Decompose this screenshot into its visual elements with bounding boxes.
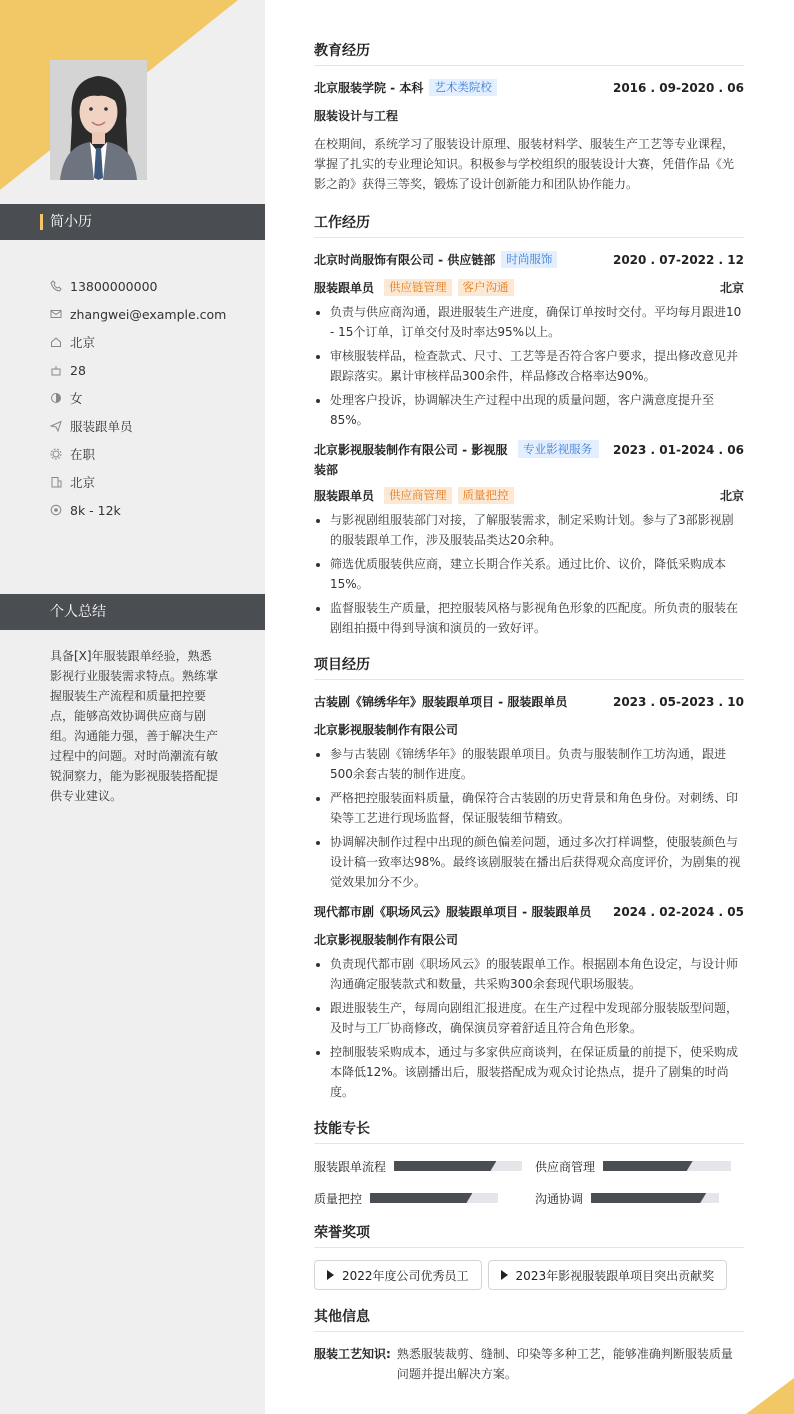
skill-name: 质量把控 <box>314 1191 363 1206</box>
awards-list <box>314 1260 744 1290</box>
project-1 <box>314 692 744 892</box>
status-value: 在职 <box>70 447 96 462</box>
avatar <box>50 60 147 180</box>
project-bullet: • 负责现代都市剧《职场风云》的服装跟单工作。根据剧本角色设定，与设计师沟通确定服装款式和数量，共采购300余套现代职场服装。 <box>330 954 744 994</box>
skills-heading: 技能专长 <box>314 1118 744 1144</box>
contact-gender <box>50 384 260 412</box>
job-date: 2023 . 01-2024 . 06 <box>612 443 744 457</box>
skill-bar-fill <box>370 1193 472 1203</box>
job-header <box>314 440 744 480</box>
job-header <box>314 250 744 270</box>
mail-icon <box>50 308 62 320</box>
job-date: 2020 . 07-2022 . 12 <box>612 253 744 267</box>
skill-bar <box>370 1193 498 1203</box>
education-heading: 教育经历 <box>314 40 744 66</box>
position-value: 服装跟单员 <box>70 419 133 434</box>
email-value: zhangwei@example.com <box>70 306 227 322</box>
job-city: 北京 <box>719 489 744 503</box>
company-name: 北京时尚服饰有限公司 - 供应链部 <box>314 253 496 267</box>
other-value: 熟悉服装裁剪、缝制、印染等多种工艺，能够准确判断服装质量问题并提出解决方案。 <box>396 1347 733 1381</box>
job-bullet: • 监督服装生产质量，把控服装风格与影视角色形象的匹配度。所负责的服装在剧组拍摄中得到导演和演员的一致好评。 <box>330 598 744 638</box>
project-2 <box>314 902 744 1102</box>
corner-decoration-bottom <box>746 1378 794 1414</box>
job-bullet: • 处理客户投诉，协调解决生产过程中出现的质量问题，客户满意度提升至85%。 <box>330 390 744 430</box>
role-name: 服装跟单员 <box>314 281 375 295</box>
awards-heading: 荣誉奖项 <box>314 1222 744 1248</box>
job-bullets <box>314 302 744 430</box>
gender-value: 女 <box>70 391 83 406</box>
main-content <box>314 40 744 1384</box>
other-heading: 其他信息 <box>314 1306 744 1332</box>
job-company: 北京影视服装制作有限公司 - 影视服装部 <box>314 443 508 477</box>
role-tag: 客户沟通 <box>458 279 514 296</box>
job-1 <box>314 250 744 430</box>
project-title: 古装剧《锦绣华年》服装跟单项目 - 服装跟单员 <box>314 695 568 709</box>
job-bullets <box>314 510 744 638</box>
project-bullet: • 跟进服装生产，每周向剧组汇报进度。在生产过程中发现部分服装版型问题，及时与工厂协商修改，确保演员穿着舒适且符合角色形象。 <box>330 998 744 1038</box>
project-header <box>314 902 744 922</box>
job-2 <box>314 440 744 638</box>
award-label: 2023年影视服装跟单项目突出贡献奖 <box>515 1268 715 1283</box>
send-icon <box>50 420 62 432</box>
contact-city <box>50 468 260 496</box>
project-bullet: • 控制服装采购成本，通过与多家供应商谈判，在保证质量的前提下，使采购成本降低12%。该剧播出后，服装搭配成为观众讨论热点，提升了剧集的时尚度。 <box>330 1042 744 1102</box>
education-desc: 在校期间，系统学习了服装设计原理、服装材料学、服装生产工艺等专业课程，掌握了扎实的专业理论知识。积极参与学校组织的服装设计大赛，凭借作品《光影之韵》获得三等奖，锻炼了设计创新能力和团队协作能力。 <box>314 137 735 191</box>
building-icon <box>50 476 62 488</box>
job-bullet: • 筛选优质服装供应商，建立长期合作关系。通过比价、议价，降低采购成本15%。 <box>330 554 744 594</box>
resume-title-bar <box>0 204 265 240</box>
sidebar <box>0 0 265 1414</box>
salary-icon <box>50 504 62 516</box>
salary-value: 8k - 12k <box>70 502 121 518</box>
skill-bar <box>394 1161 522 1171</box>
project-date: 2023 . 05-2023 . 10 <box>612 695 744 709</box>
other-info-row <box>314 1344 744 1384</box>
summary-title-bar <box>0 594 265 630</box>
skills-grid <box>314 1156 744 1208</box>
school-tag: 艺术类院校 <box>429 79 497 96</box>
role-tag: 供应链管理 <box>384 279 452 296</box>
skill-bar <box>591 1193 719 1203</box>
job-role <box>314 486 514 506</box>
award-label: 2022年度公司优秀员工 <box>342 1268 469 1283</box>
skill-name: 供应商管理 <box>535 1159 596 1174</box>
skill-bar <box>603 1161 731 1171</box>
company-tag-wrap <box>518 440 599 458</box>
contact-salary <box>50 496 260 524</box>
job-city: 北京 <box>719 281 744 295</box>
resume-title: 简小历 <box>50 214 92 230</box>
avatar-image <box>50 60 147 180</box>
project-bullets <box>314 744 744 892</box>
play-icon <box>501 1270 508 1280</box>
age-icon <box>50 364 62 376</box>
skill-bar-fill <box>591 1193 706 1203</box>
company-tag: 时尚服饰 <box>501 251 557 268</box>
contact-list <box>50 272 260 524</box>
gender-icon <box>50 392 62 404</box>
play-icon <box>327 1270 334 1280</box>
projects-heading: 项目经历 <box>314 654 744 680</box>
project-date: 2024 . 02-2024 . 05 <box>612 905 744 919</box>
status-icon <box>50 448 62 460</box>
contact-location <box>50 328 260 356</box>
award-item <box>488 1260 728 1290</box>
age-value: 28 <box>70 362 86 378</box>
work-heading: 工作经历 <box>314 212 744 238</box>
other-label: 服装工艺知识: <box>314 1347 391 1361</box>
phone-value: 13800000000 <box>70 278 158 294</box>
role-tag: 供应商管理 <box>384 487 452 504</box>
phone-icon <box>50 280 62 292</box>
contact-phone <box>50 272 260 300</box>
location-value: 北京 <box>70 335 96 350</box>
project-title: 现代都市剧《职场风云》服装跟单项目 - 服装跟单员 <box>314 905 592 919</box>
contact-email <box>50 300 260 328</box>
project-bullet: • 参与古装剧《锦绣华年》的服装跟单项目。负责与服装制作工坊沟通，跟进500余套古装的制作进度。 <box>330 744 744 784</box>
job-role-row <box>314 278 744 298</box>
skill-bar-fill <box>394 1161 496 1171</box>
job-bullet: • 与影视剧组服装部门对接，了解服装需求，制定采购计划。参与了3部影视剧的服装跟单工作，涉及服装品类达20余种。 <box>330 510 744 550</box>
project-bullet: • 协调解决制作过程中出现的颜色偏差问题，通过多次打样调整，使服装颜色与设计稿一致率达98%。最终该剧服装在播出后获得观众高度评价，为剧集的视觉效果加分不少。 <box>330 832 744 892</box>
city-value: 北京 <box>70 475 96 490</box>
job-bullet: • 负责与供应商沟通，跟进服装生产进度，确保订单按时交付。平均每月跟进10 - 15个订单，订单交付及时率达95%以上。 <box>330 302 744 342</box>
education-school <box>314 78 497 98</box>
job-company <box>314 250 557 270</box>
skill-item <box>535 1156 744 1176</box>
education-major: 服装设计与工程 <box>314 109 399 123</box>
project-bullets <box>314 954 744 1102</box>
skill-item <box>314 1188 535 1208</box>
project-header <box>314 692 744 712</box>
education-header <box>314 78 744 98</box>
skill-name: 服装跟单流程 <box>314 1159 387 1174</box>
contact-status <box>50 440 260 468</box>
title-accent <box>40 214 43 230</box>
job-role <box>314 278 514 298</box>
education-date: 2016 . 09-2020 . 06 <box>612 81 744 95</box>
skill-item <box>314 1156 535 1176</box>
project-bullet: • 严格把控服装面料质量，确保符合古装剧的历史背景和角色身份。对刺绣、印染等工艺进行现场监督，保证服装细节精致。 <box>330 788 744 828</box>
award-item <box>314 1260 482 1290</box>
skill-item <box>535 1188 744 1208</box>
company-tag: 专业影视服务 <box>518 440 599 458</box>
skill-name: 沟通协调 <box>535 1191 584 1206</box>
home-icon <box>50 336 62 348</box>
contact-age <box>50 356 260 384</box>
job-role-row <box>314 486 744 506</box>
role-tag: 质量把控 <box>458 487 514 504</box>
summary-title: 个人总结 <box>50 604 106 620</box>
job-bullet: • 审核服装样品，检查款式、尺寸、工艺等是否符合客户要求，提出修改意见并跟踪落实。累计审核样品300余件，样品修改合格率达90%。 <box>330 346 744 386</box>
skill-bar-fill <box>603 1161 693 1171</box>
school-name: 北京服装学院 - 本科 <box>314 81 424 95</box>
project-org: 北京影视服装制作有限公司 <box>314 933 459 947</box>
summary-text: 具备[X]年服装跟单经验，熟悉影视行业服装需求特点。熟练掌握服装生产流程和质量把控要点，能够高效协调供应商与剧组。沟通能力强，善于解决生产过程中的问题。对时尚潮流有敏锐洞察力，能为影视服装搭配提供专业建议。 <box>50 649 219 803</box>
contact-position <box>50 412 260 440</box>
project-org: 北京影视服装制作有限公司 <box>314 723 459 737</box>
role-name: 服装跟单员 <box>314 489 375 503</box>
